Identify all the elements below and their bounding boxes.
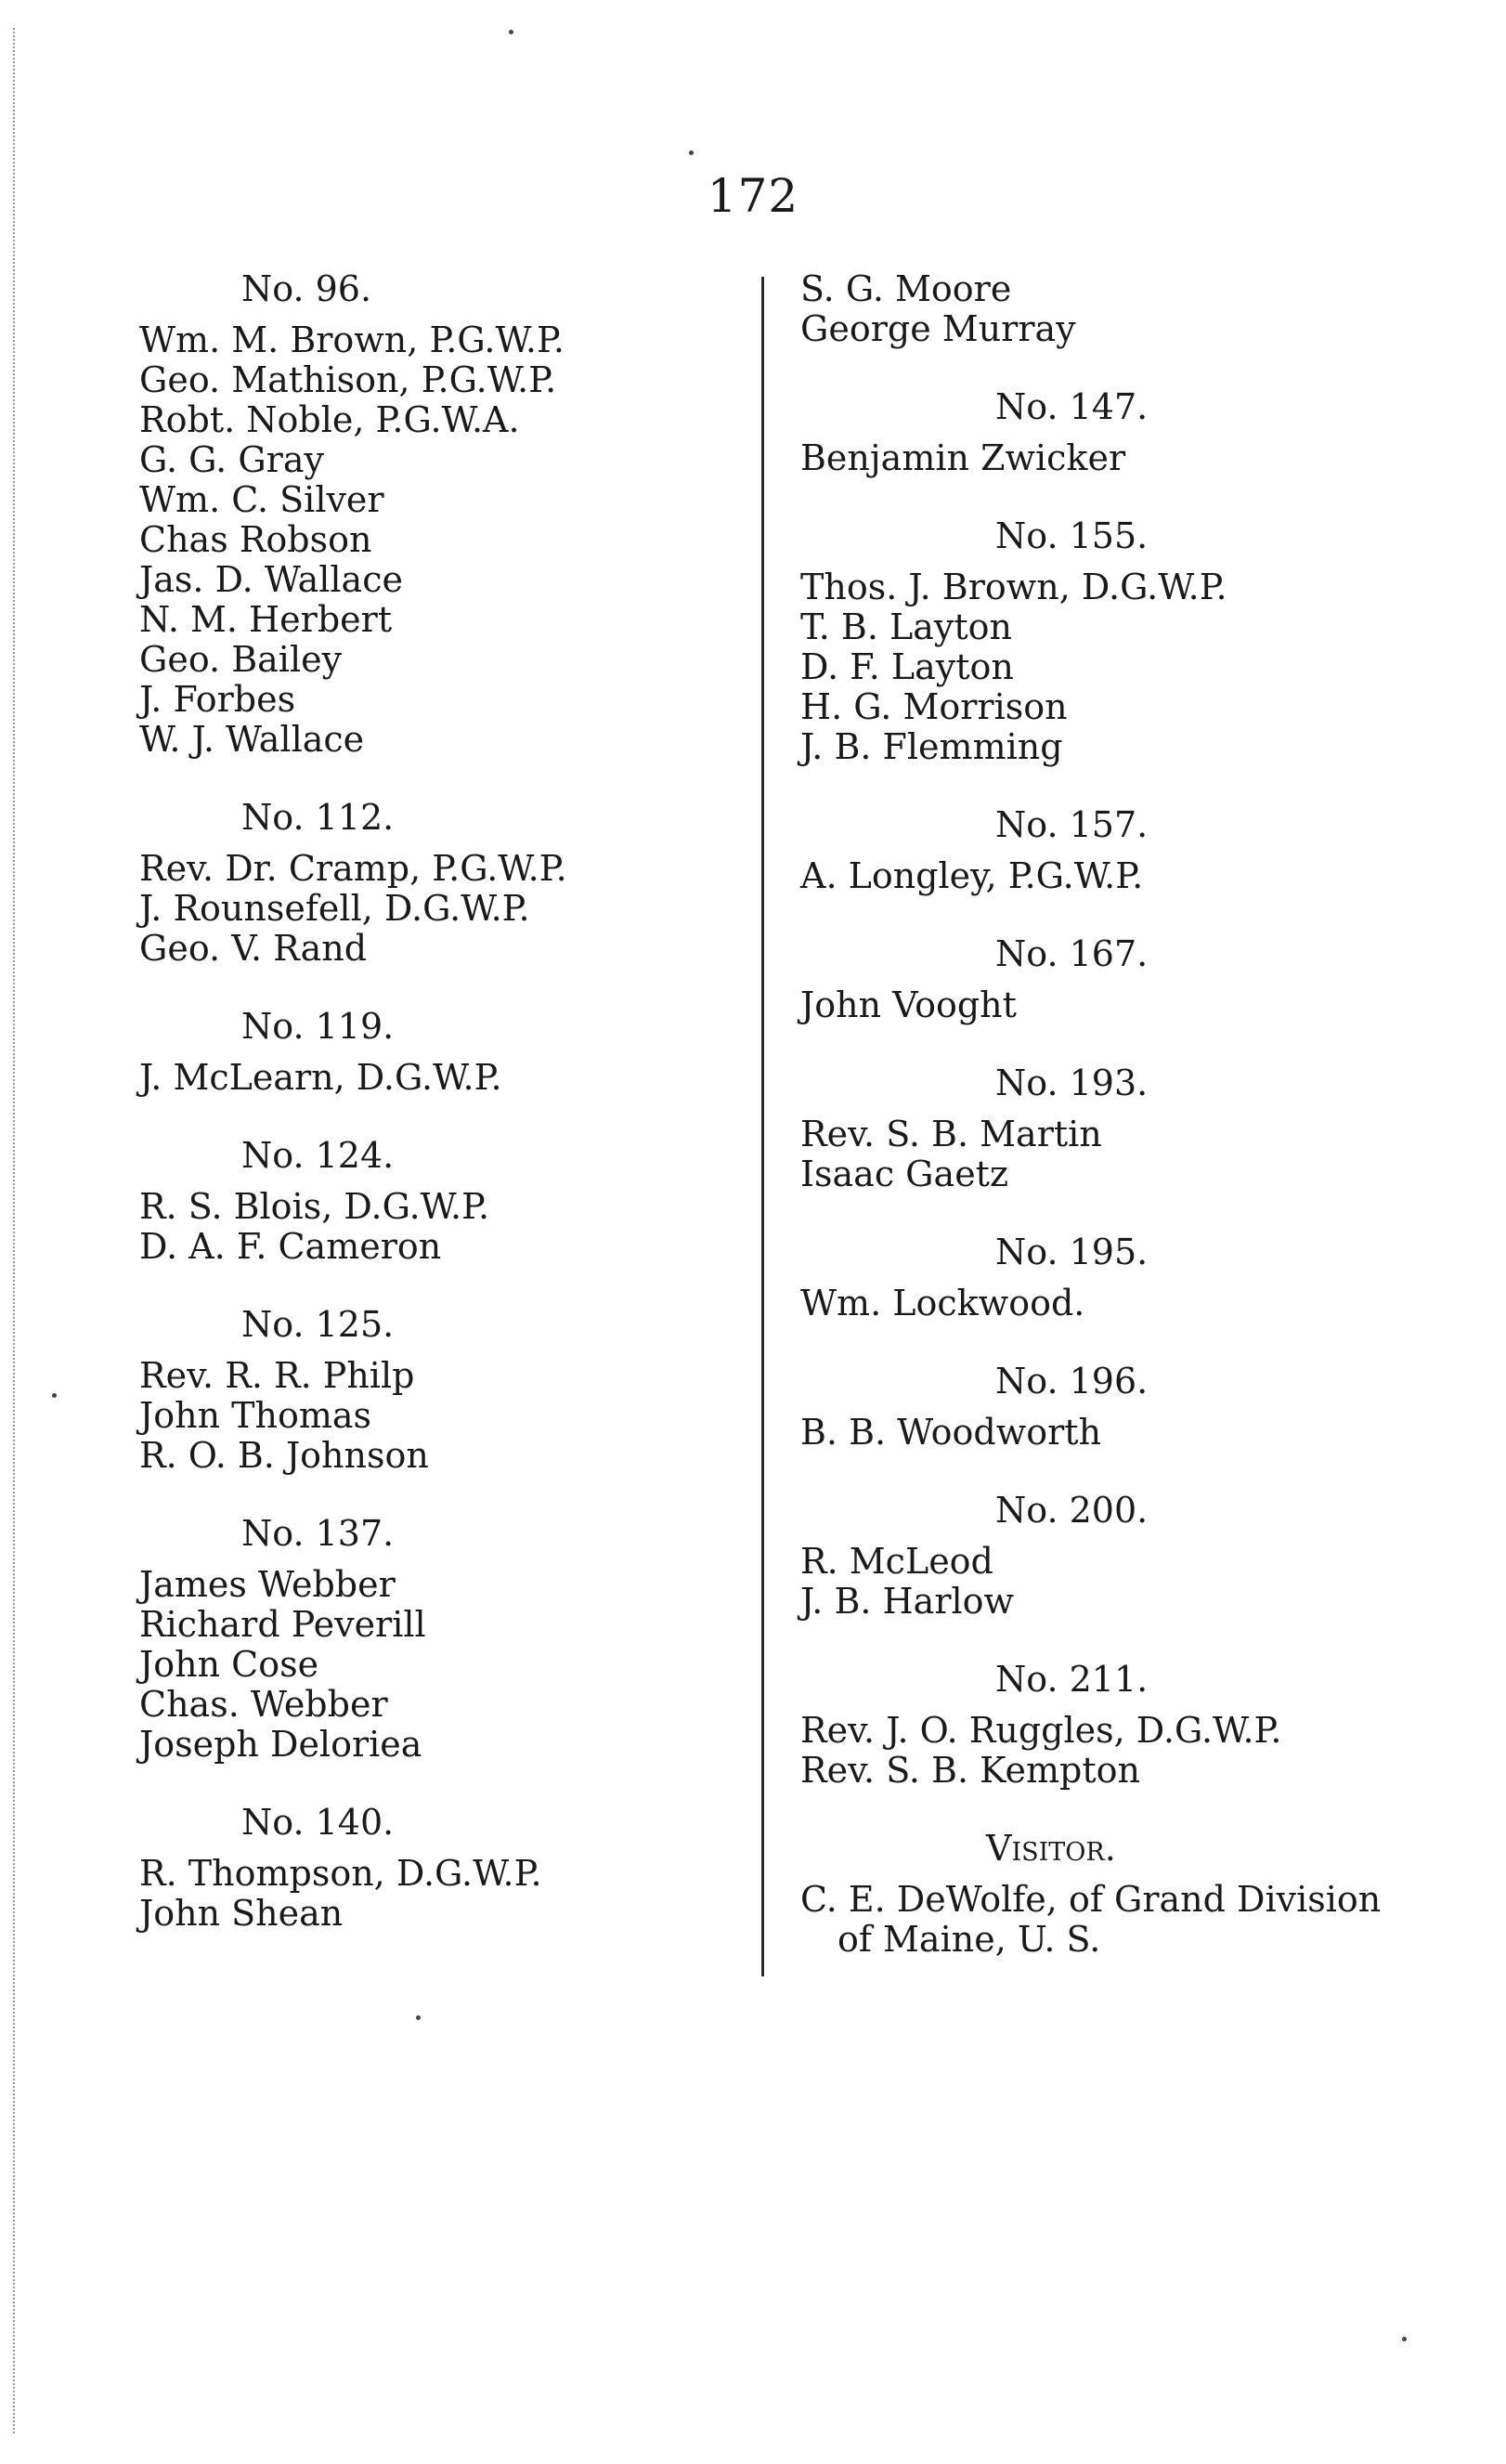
division-section	[139, 1514, 734, 1765]
left-column	[139, 269, 734, 1972]
member-entry: S. G. Moore	[800, 268, 1012, 309]
member-entry: A. Longley, P.G.W.P.	[800, 855, 1144, 896]
division-heading: No. 125.	[241, 1304, 395, 1345]
division-section	[800, 1660, 1450, 1791]
member-entry: Isaac Gaetz	[800, 1154, 1008, 1194]
division-heading: No. 147.	[995, 386, 1149, 427]
member-entry: John Shean	[139, 1893, 344, 1934]
member-entry: Joseph Deloriea	[139, 1724, 422, 1765]
division-section	[800, 1232, 1450, 1323]
member-entry: James Webber	[139, 1564, 396, 1605]
member-entry: J. B. Harlow	[800, 1581, 1015, 1622]
member-entry: J. Rounsefell, D.G.W.P.	[139, 888, 530, 929]
member-entry: R. Thompson, D.G.W.P.	[139, 1853, 542, 1894]
division-section	[139, 1305, 734, 1476]
member-entry: W. J. Wallace	[139, 719, 365, 760]
visitor-entry: C. E. DeWolfe, of Grand Division	[800, 1879, 1382, 1920]
division-section	[800, 805, 1450, 896]
continued-section	[800, 269, 1450, 349]
member-entry: John Cose	[139, 1644, 319, 1685]
member-entry: J. B. Flemming	[800, 726, 1063, 767]
division-section	[800, 516, 1450, 767]
division-heading: No. 96.	[241, 268, 372, 309]
page-edge-dots	[13, 28, 15, 2433]
member-entry: G. G. Gray	[139, 439, 324, 480]
print-speck	[416, 2015, 421, 2020]
division-section	[139, 1803, 734, 1934]
member-entry: Robt. Noble, P.G.W.A.	[139, 399, 520, 440]
column-divider-rule	[761, 277, 764, 1976]
member-entry: Wm. M. Brown, P.G.W.P.	[139, 319, 565, 360]
member-entry: Thos. J. Brown, D.G.W.P.	[800, 567, 1227, 607]
member-entry: Rev. S. B. Kempton	[800, 1750, 1140, 1791]
member-entry: Wm. Lockwood.	[800, 1283, 1085, 1323]
member-entry: George Murray	[800, 308, 1076, 349]
division-heading: No. 167.	[995, 933, 1149, 974]
division-section	[139, 269, 734, 760]
member-entry: D. F. Layton	[800, 646, 1014, 687]
member-entry: B. B. Woodworth	[800, 1412, 1102, 1453]
member-entry: Geo. Mathison, P.G.W.P.	[139, 359, 557, 400]
member-entry: R. McLeod	[800, 1541, 993, 1582]
member-entry: Wm. C. Silver	[139, 479, 384, 520]
page-number: 172	[707, 169, 799, 223]
member-entry: Richard Peverill	[139, 1604, 426, 1645]
member-entry: D. A. F. Cameron	[139, 1226, 442, 1267]
member-entry: N. M. Herbert	[139, 599, 393, 640]
division-heading: No. 119.	[241, 1006, 395, 1047]
member-entry: Rev. J. O. Ruggles, D.G.W.P.	[800, 1710, 1282, 1751]
print-speck	[52, 1393, 57, 1398]
member-entry: R. O. B. Johnson	[139, 1435, 429, 1476]
member-entry: Rev. R. R. Philp	[139, 1355, 415, 1396]
division-section	[800, 934, 1450, 1025]
division-heading: No. 140.	[241, 1802, 395, 1843]
member-entry: John Thomas	[139, 1395, 372, 1436]
print-speck	[509, 30, 513, 34]
member-entry: Chas. Webber	[139, 1684, 388, 1725]
right-column	[800, 269, 1450, 1998]
division-heading: No. 193.	[995, 1063, 1149, 1103]
member-entry: R. S. Blois, D.G.W.P.	[139, 1186, 490, 1227]
division-heading: No. 112.	[241, 797, 395, 838]
print-speck	[1402, 2337, 1407, 2341]
member-entry: John Vooght	[800, 984, 1017, 1025]
division-section	[800, 387, 1450, 478]
member-entry: H. G. Morrison	[800, 686, 1068, 727]
division-heading: No. 211.	[995, 1659, 1149, 1700]
member-entry: J. Forbes	[139, 679, 296, 720]
member-entry: Benjamin Zwicker	[800, 437, 1126, 478]
division-section	[800, 1063, 1450, 1194]
member-entry: Chas Robson	[139, 519, 372, 560]
division-section	[800, 1362, 1450, 1453]
division-section	[800, 1491, 1450, 1622]
division-heading: No. 137.	[241, 1513, 395, 1554]
division-heading: No. 195.	[995, 1232, 1149, 1272]
print-speck	[689, 150, 694, 155]
visitor-section	[800, 1829, 1450, 1960]
division-section	[139, 798, 734, 969]
visitor-entry-continued: of Maine, U. S.	[837, 1919, 1101, 1960]
division-heading: No. 124.	[241, 1135, 395, 1176]
division-heading: No. 157.	[995, 804, 1149, 845]
division-heading: No. 155.	[995, 515, 1149, 556]
member-entry: Jas. D. Wallace	[139, 559, 403, 600]
member-entry: J. McLearn, D.G.W.P.	[139, 1057, 502, 1098]
member-entry: Rev. S. B. Martin	[800, 1114, 1102, 1154]
member-entry: Rev. Dr. Cramp, P.G.W.P.	[139, 848, 567, 889]
division-heading: No. 196.	[995, 1361, 1149, 1401]
member-entry: Geo. Bailey	[139, 639, 343, 680]
division-section	[139, 1136, 734, 1267]
member-entry: Geo. V. Rand	[139, 928, 368, 969]
division-heading: No. 200.	[995, 1490, 1149, 1531]
division-section	[139, 1007, 734, 1098]
visitor-heading: Visitor.	[986, 1828, 1116, 1869]
member-entry: T. B. Layton	[800, 606, 1012, 647]
